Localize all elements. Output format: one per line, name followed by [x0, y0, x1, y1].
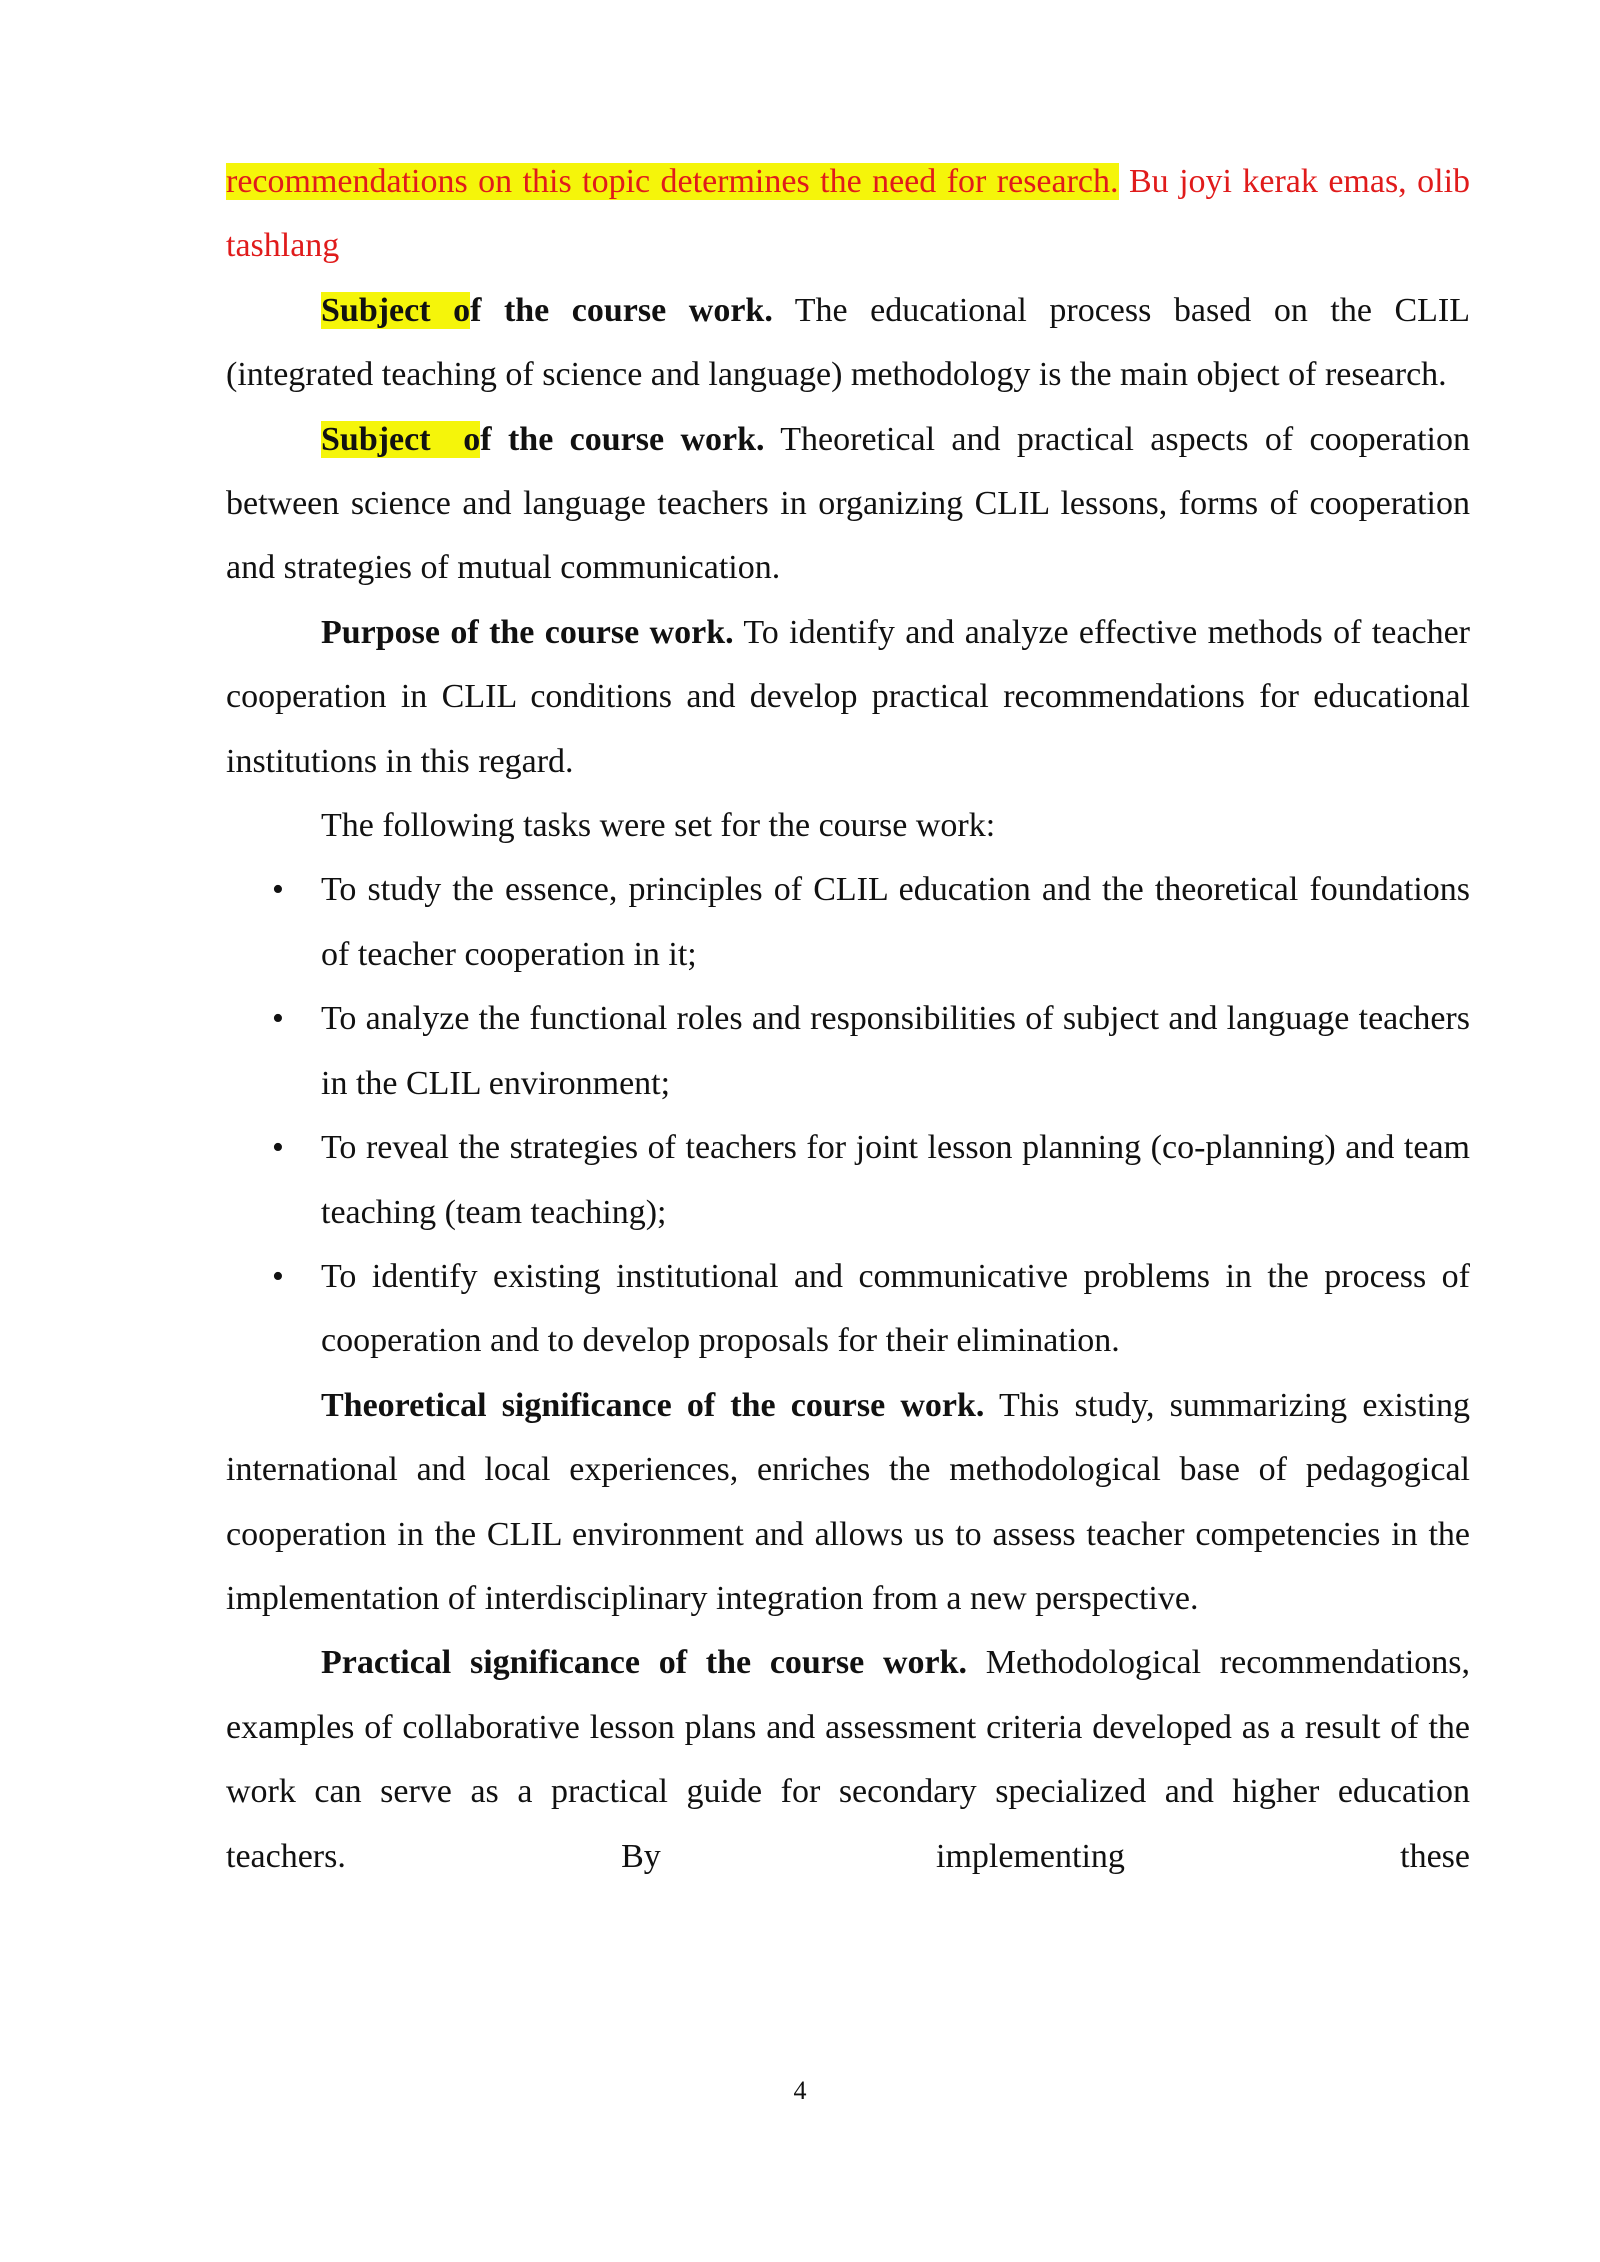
subject-heading: [321, 421, 765, 458]
list-item-text: To reveal the strategies of teachers for joint lesson planning (co-planning) and team teaching (team teaching);: [321, 1129, 1470, 1231]
object-paragraph: [226, 279, 1470, 408]
list-item: [226, 987, 1470, 1116]
list-item-text: To analyze the functional roles and responsibilities of subject and language teachers in the CLIL environment;: [321, 1000, 1470, 1102]
purpose-paragraph: [226, 601, 1470, 794]
bullet-icon: •: [272, 1000, 284, 1038]
subject-heading-highlight: Subject o: [321, 420, 481, 458]
list-item-text: To identify existing institutional and communicative problems in the process of cooperation and to develop proposals for their elimination.: [321, 1257, 1470, 1360]
list-item-text: To study the essence, principles of CLIL education and the theoretical foundations of teacher cooperation in it;: [321, 871, 1470, 973]
object-heading: [321, 292, 773, 329]
intro-paragraph: [226, 150, 1470, 279]
theoretical-heading: Theoretical significance of the course work.: [321, 1386, 985, 1424]
page-number: 4: [793, 2076, 807, 2105]
subject-body: Theoretical and practical aspects of cooperation between science and language teachers in organizing CLIL lessons, forms of cooperation and strategies of mutual communication.: [226, 420, 1470, 587]
tasks-intro: The following tasks were set for the course work:: [321, 807, 996, 845]
subject-paragraph: [226, 408, 1470, 601]
bullet-icon: •: [272, 1129, 284, 1167]
reviewer-note: Bu joyi kerak emas, olib tashlang: [226, 163, 1471, 265]
list-item: [226, 1245, 1470, 1374]
list-item: [226, 858, 1470, 987]
purpose-body: To identify and analyze effective methods of teacher cooperation in CLIL conditions and develop practical recommendations for educational institutions in this regard.: [226, 613, 1470, 780]
practical-paragraph: [226, 1631, 1470, 1889]
highlighted-text: recommendations on this topic determines the need for research.: [226, 163, 1119, 200]
theoretical-paragraph: [226, 1374, 1470, 1632]
bullet-icon: •: [272, 1257, 284, 1295]
practical-body: Methodological recommendations, examples of collaborative lesson plans and assessment criteria developed as a result of the work can serve as a practical guide for secondary specialized and higher education teachers. By implementing these: [226, 1644, 1470, 1875]
practical-heading: Practical significance of the course work.: [321, 1644, 968, 1682]
object-heading-rest: f the course work.: [470, 291, 773, 329]
tasks-list: [226, 858, 1470, 1373]
purpose-heading: Purpose of the course work.: [321, 613, 734, 651]
object-heading-highlight: Subject o: [321, 291, 471, 329]
theoretical-body: This study, summarizing existing international and local experiences, enriches the methodological base of pedagogical cooperation in the CLIL environment and allows us to assess teacher competencies in the implementation of interdisciplinary integration from a new perspective.: [226, 1386, 1470, 1617]
list-item: [226, 1116, 1470, 1245]
bullet-icon: •: [272, 871, 284, 909]
document-page: [226, 150, 1470, 1889]
subject-heading-rest: f the course work.: [480, 420, 765, 458]
object-body: The educational process based on the CLIL (integrated teaching of science and language) methodology is the main object of research.: [226, 291, 1470, 394]
